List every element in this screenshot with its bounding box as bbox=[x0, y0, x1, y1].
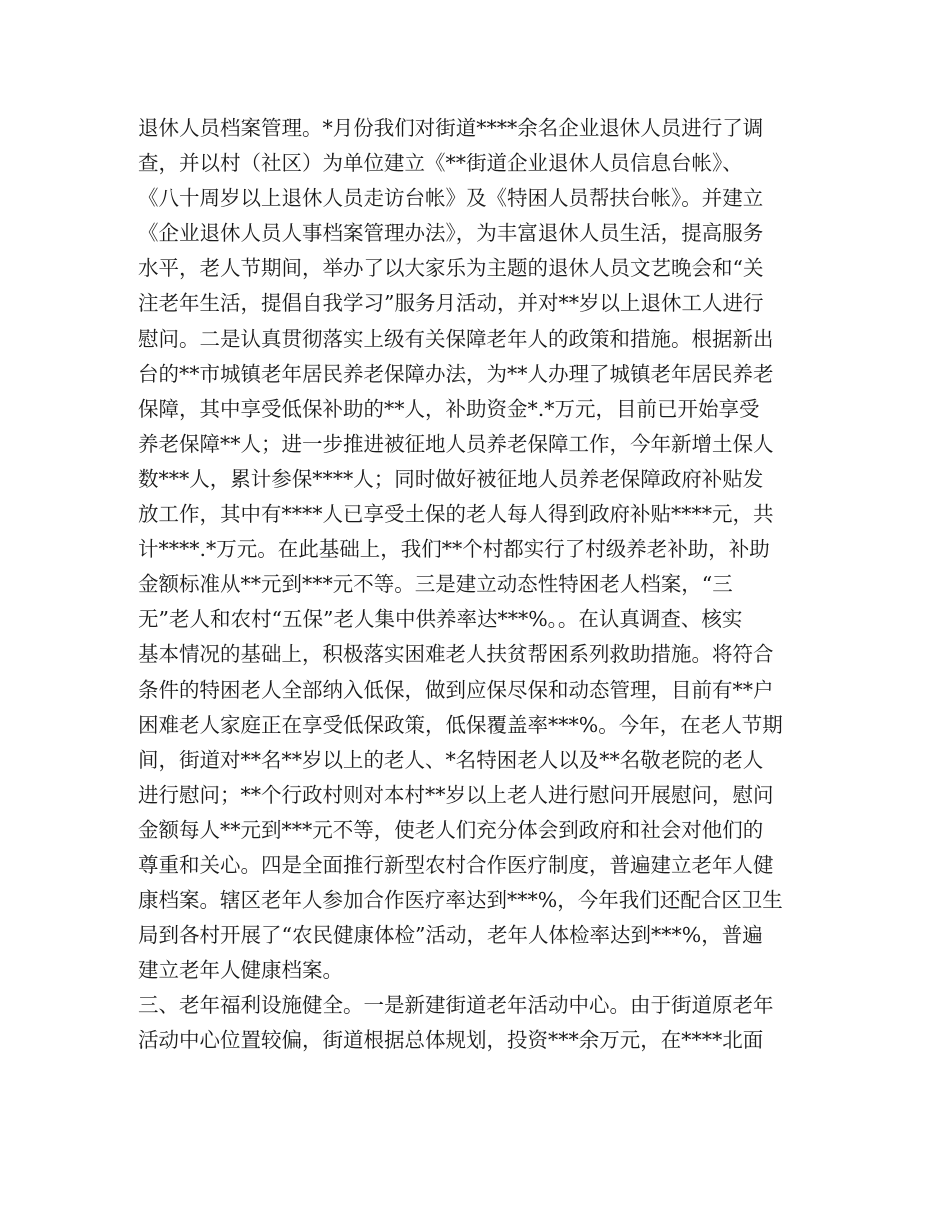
text-line: 无”老人和农村“五保”老人集中供养率达***%。。在认真调查、核实 bbox=[138, 607, 743, 632]
text-line: 养老保障**人；进一步推进被征地人员养老保障工作，今年新增土保人 bbox=[138, 431, 774, 456]
text-line: 保障，其中享受低保补助的**人，补助资金*.*万元，目前已开始享受 bbox=[138, 396, 760, 421]
text-line: 进行慰问；**个行政村则对本村**岁以上老人进行慰问开展慰问，慰问 bbox=[138, 782, 774, 807]
body-text bbox=[138, 111, 818, 1059]
section-heading-line: 三、老年福利设施健全。一是新建街道老年活动中心。由于街道原老年 bbox=[138, 993, 774, 1018]
text-line: 退休人员档案管理。*月份我们对街道****余名企业退休人员进行了调 bbox=[138, 116, 764, 140]
text-line: 金额每人**元到***元不等，使老人们充分体会到政府和社会对他们的 bbox=[138, 817, 764, 842]
text-line: 计****.*万元。在此基础上，我们**个村都实行了村级养老补助，补助 bbox=[138, 537, 770, 562]
text-line: 慰问。二是认真贯彻落实上级有关保障老年人的政策和措施。根据新出 bbox=[138, 326, 774, 351]
text-line: 困难老人家庭正在享受低保政策，低保覆盖率***%。今年，在老人节期 bbox=[138, 712, 783, 737]
text-line: 康档案。辖区老年人参加合作医疗率达到***%，今年我们还配合区卫生 bbox=[138, 888, 783, 913]
text-line: 水平，老人节期间，举办了以大家乐为主题的退休人员文艺晚会和“关 bbox=[138, 256, 764, 281]
text-line: 条件的特困老人全部纳入低保，做到应保尽保和动态管理，目前有**户 bbox=[138, 677, 774, 702]
text-line: 尊重和关心。四是全面推行新型农村合作医疗制度，普遍建立老年人健 bbox=[138, 852, 774, 877]
text-line: 间，街道对**名**岁以上的老人、*名特困老人以及**名敬老院的老人 bbox=[138, 747, 764, 772]
text-line: 《企业退休人员人事档案管理办法》，为丰富退休人员生活，提高服务 bbox=[138, 221, 764, 246]
text-line: 放工作，其中有****人已享受土保的老人每人得到政府补贴****元，共 bbox=[138, 502, 774, 527]
text-line: 数***人，累计参保****人；同时做好被征地人员养老保障政府补贴发 bbox=[138, 466, 764, 491]
text-line: 金额标准从**元到***元不等。三是建立动态性特困老人档案，“三 bbox=[138, 572, 733, 597]
text-line: 建立老年人健康档案。 bbox=[138, 958, 343, 983]
text-line: 基本情况的基础上，积极落实困难老人扶贫帮困系列救助措施。将符合 bbox=[138, 642, 774, 667]
text-line: 活动中心位置较偏，街道根据总体规划，投资***余万元，在****北面 bbox=[138, 1028, 764, 1053]
text-line: 局到各村开展了“农民健康体检”活动，老年人体检率达到***%，普遍 bbox=[138, 923, 763, 948]
text-line: 注老年生活，提倡自我学习”服务月活动，并对**岁以上退休工人进行 bbox=[138, 291, 764, 316]
text-line: 《八十周岁以上退休人员走访台帐》及《特困人员帮扶台帐》。并建立 bbox=[138, 186, 764, 211]
text-line: 台的**市城镇老年居民养老保障办法，为**人办理了城镇老年居民养老 bbox=[138, 361, 774, 386]
text-line: 查，并以村（社区）为单位建立《**街道企业退休人员信息台帐》、 bbox=[138, 151, 743, 176]
